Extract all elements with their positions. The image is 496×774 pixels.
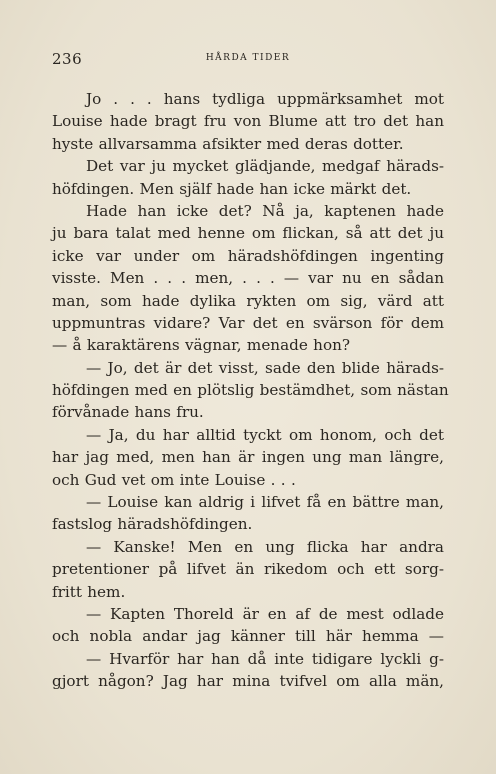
text-line: — Jo, det är det visst, sade den blide härads- [86, 358, 444, 377]
text-line: icke var under om häradshöfdingen ingenting [52, 246, 444, 265]
page-number: 236 [52, 50, 83, 68]
text-line: — Louise kan aldrig i lifvet få en bättre man, [86, 493, 444, 512]
text-line: pretentioner på lifvet än rikedom och ett sorg- [52, 560, 444, 579]
text-line: Louise hade bragt fru von Blume att tro det han [52, 112, 444, 131]
text-line: höfdingen med en plötslig bestämdhet, som nästan [52, 381, 449, 400]
text-line: höfdingen. Men själf hade han icke märkt det. [52, 179, 412, 198]
text-line: fritt hem. [52, 582, 126, 601]
text-line: visste. Men . . . men, . . . — var nu en sådan [52, 269, 444, 288]
text-line: hyste allvarsamma afsikter med deras dotter. [52, 134, 404, 153]
text-line: gjort någon? Jag har mina tvifvel om alla män, [52, 672, 444, 691]
text-line: — Kapten Thoreld är en af de mest odlade [86, 604, 444, 623]
text-line: Det var ju mycket glädjande, medgaf härads- [86, 157, 444, 176]
text-line: — å karaktärens vägnar, menade hon? [52, 336, 351, 355]
text-line: och nobla andar jag känner till här hemma — [52, 627, 444, 646]
page-header [52, 50, 444, 70]
text-line: förvånade hans fru. [52, 403, 204, 422]
text-line: Jo . . . hans tydliga uppmärksamhet mot [86, 90, 444, 108]
text-line: — Hvarför har han då inte tidigare lyckli g- [86, 649, 444, 668]
text-line: — Kanske! Men en ung flicka har andra [86, 537, 444, 556]
text-line: Hade han icke det? Nå ja, kaptenen hade [86, 201, 444, 220]
text-line: fastslog häradshöfdingen. [52, 515, 253, 534]
text-line: och Gud vet om inte Louise . . . [52, 470, 296, 489]
text-line: — Ja, du har alltid tyckt om honom, och det [86, 425, 444, 444]
text-line: uppmuntras vidare? Var det en svärson för dem [52, 313, 444, 332]
body-text [52, 88, 449, 693]
text-line: ju bara talat med henne om flickan, så att det ju [52, 224, 444, 243]
text-line: man, som hade dylika rykten om sig, värd att [52, 291, 444, 310]
text-line: har jag med, men han är ingen ung man längre, [52, 448, 444, 467]
running-title: HÅRDA TIDER [205, 53, 291, 63]
